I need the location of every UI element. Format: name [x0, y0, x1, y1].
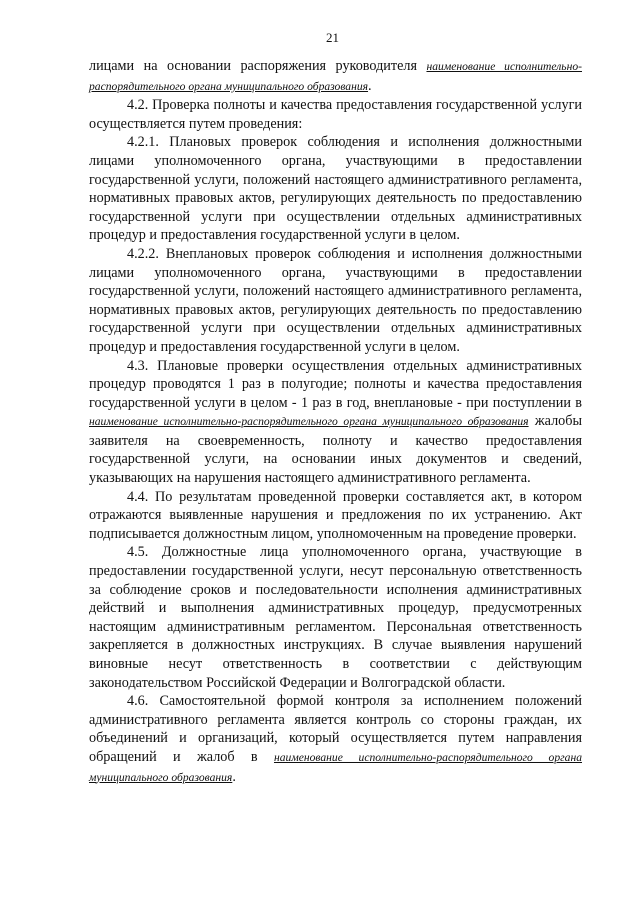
placeholder-text: наименование исполнительно-распорядительного органа муниципального образования — [89, 415, 529, 429]
document-body — [89, 57, 582, 787]
body-text-segment: 4.3. Плановые проверки осуществления отдельных административных процедур проводятся 1 раз в полугодие; полноты и качества предоставления государственной услуги в целом - 1 раз в год, внеплановые - при поступлении в — [89, 357, 582, 411]
paragraph-p-4-2-2 — [89, 245, 582, 357]
paragraph-p-4-3 — [89, 357, 582, 488]
paragraph-p-4-2 — [89, 96, 582, 133]
body-text-segment: 4.2. Проверка полноты и качества предоставления государственной услуги осуществляется путем проведения: — [89, 97, 582, 132]
placeholder-text: наименование исполнительно-распорядительного органа муниципального образования — [89, 750, 582, 784]
paragraph-p-cont — [89, 57, 582, 96]
body-text-segment: жалобы заявителя на своевременность, полноту и качество предоставления государственной услуги, на основании иных документов и сведений, указывающих на нарушения настоящего административного регламента. — [89, 413, 582, 487]
page-number: 21 — [326, 30, 339, 45]
body-text-segment: . — [368, 77, 372, 94]
paragraph-p-4-2-1 — [89, 133, 582, 245]
placeholder-text: наименование исполнительно-распорядительного органа муниципального образования — [89, 60, 582, 93]
body-text-segment: 4.2.1. Плановых проверок соблюдения и исполнения должностными лицами уполномоченного органа, участвующими в предоставлении государственной услуги, положений настоящего административного регламента, нормативных правовых актов, регулирующих деятельность по предоставлению государственной услуги при осуществлении отдельных административных процедур и предоставления государственной услуги в целом. — [89, 134, 582, 244]
paragraph-p-4-4 — [89, 488, 582, 544]
body-text-segment: лицами на основании распоряжения руководителя — [89, 58, 427, 74]
paragraph-p-4-6 — [89, 692, 582, 787]
body-text-segment: 4.6. Самостоятельной формой контроля за исполнением положений административного регламента является контроль со стороны граждан, их объединений и организаций, который осуществляется путем направления обращений и жалоб в — [89, 693, 582, 765]
body-text-segment: 4.2.2. Внеплановых проверок соблюдения и исполнения должностными лицами уполномоченного органа, участвующими в предоставлении государственной услуги, положений настоящего административного регламента, нормативных правовых актов, регулирующих деятельность по предоставлению государственной услуги при осуществлении отдельных административных процедур и предоставления государственной услуги в целом. — [89, 245, 582, 355]
paragraph-p-4-5 — [89, 543, 582, 692]
body-text-segment: 4.5. Должностные лица уполномоченного органа, участвующие в предоставлении государственной услуги, несут персональную ответственность за соблюдение сроков и последовательности исполнения административных действий и выполнения административных процедур, предусмотренных настоящим административным регламентом. Персональная ответственность закрепляется в должностных инструкциях. В случае выявления нарушений виновные несут ответственность в соответствии с действующим законодательством Российской Федерации и Волгоградской области. — [89, 544, 582, 691]
body-text-segment: . — [232, 768, 236, 785]
body-text-segment: 4.4. По результатам проведенной проверки составляется акт, в котором отражаются выявленные нарушения и предложения по их устранению. Акт подписывается должностным лицом, уполномоченным на проведение проверки. — [89, 488, 582, 542]
